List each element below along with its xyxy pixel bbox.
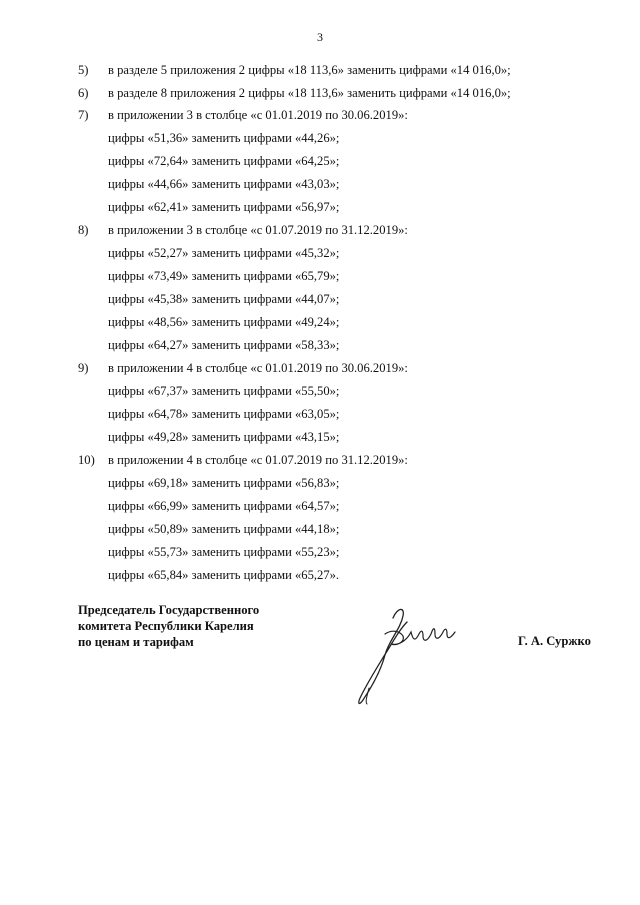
signatory-title-line: Председатель Государственного — [78, 603, 260, 617]
sub-item: цифры «49,28» заменить цифрами «43,15»; — [108, 430, 340, 444]
item-number: 7) — [78, 108, 89, 122]
item-text: в приложении 3 в столбце «с 01.07.2019 по 31.12.2019»: — [108, 223, 408, 237]
signatory-title-line: по ценам и тарифам — [78, 635, 194, 649]
signatory-title — [78, 602, 259, 650]
sub-item: цифры «64,27» заменить цифрами «58,33»; — [108, 338, 340, 352]
signatory-name: Г. А. Суржко — [518, 634, 591, 648]
sub-item: цифры «66,99» заменить цифрами «64,57»; — [108, 499, 340, 513]
sub-item: цифры «72,64» заменить цифрами «64,25»; — [108, 154, 340, 168]
item-text: в разделе 8 приложения 2 цифры «18 113,6» заменить цифрами «14 016,0»; — [108, 86, 511, 100]
item-number: 8) — [78, 223, 89, 237]
item-number: 6) — [78, 86, 89, 100]
sub-item: цифры «69,18» заменить цифрами «56,83»; — [108, 476, 340, 490]
sub-item: цифры «73,49» заменить цифрами «65,79»; — [108, 269, 340, 283]
sub-item: цифры «55,73» заменить цифрами «55,23»; — [108, 545, 340, 559]
item-text: в приложении 4 в столбце «с 01.07.2019 по 31.12.2019»: — [108, 453, 408, 467]
item-number: 5) — [78, 63, 89, 77]
sub-item: цифры «62,41» заменить цифрами «56,97»; — [108, 200, 340, 214]
sub-item: цифры «64,78» заменить цифрами «63,05»; — [108, 407, 340, 421]
sub-item: цифры «65,84» заменить цифрами «65,27». — [108, 568, 340, 582]
item-text: в разделе 5 приложения 2 цифры «18 113,6» заменить цифрами «14 016,0»; — [108, 63, 511, 77]
item-text: в приложении 3 в столбце «с 01.01.2019 по 30.06.2019»: — [108, 108, 408, 122]
sub-item: цифры «51,36» заменить цифрами «44,26»; — [108, 131, 340, 145]
sub-item: цифры «44,66» заменить цифрами «43,03»; — [108, 177, 340, 191]
item-number: 10) — [78, 453, 95, 467]
page-number: 3 — [317, 30, 323, 44]
sub-item: цифры «52,27» заменить цифрами «45,32»; — [108, 246, 340, 260]
sub-item: цифры «45,38» заменить цифрами «44,07»; — [108, 292, 340, 306]
handwritten-signature — [345, 600, 465, 710]
sub-item: цифры «67,37» заменить цифрами «55,50»; — [108, 384, 340, 398]
item-number: 9) — [78, 361, 89, 375]
sub-item: цифры «48,56» заменить цифрами «49,24»; — [108, 315, 340, 329]
sub-item: цифры «50,89» заменить цифрами «44,18»; — [108, 522, 340, 536]
item-text: в приложении 4 в столбце «с 01.01.2019 по 30.06.2019»: — [108, 361, 408, 375]
signatory-title-line: комитета Республики Карелия — [78, 619, 254, 633]
